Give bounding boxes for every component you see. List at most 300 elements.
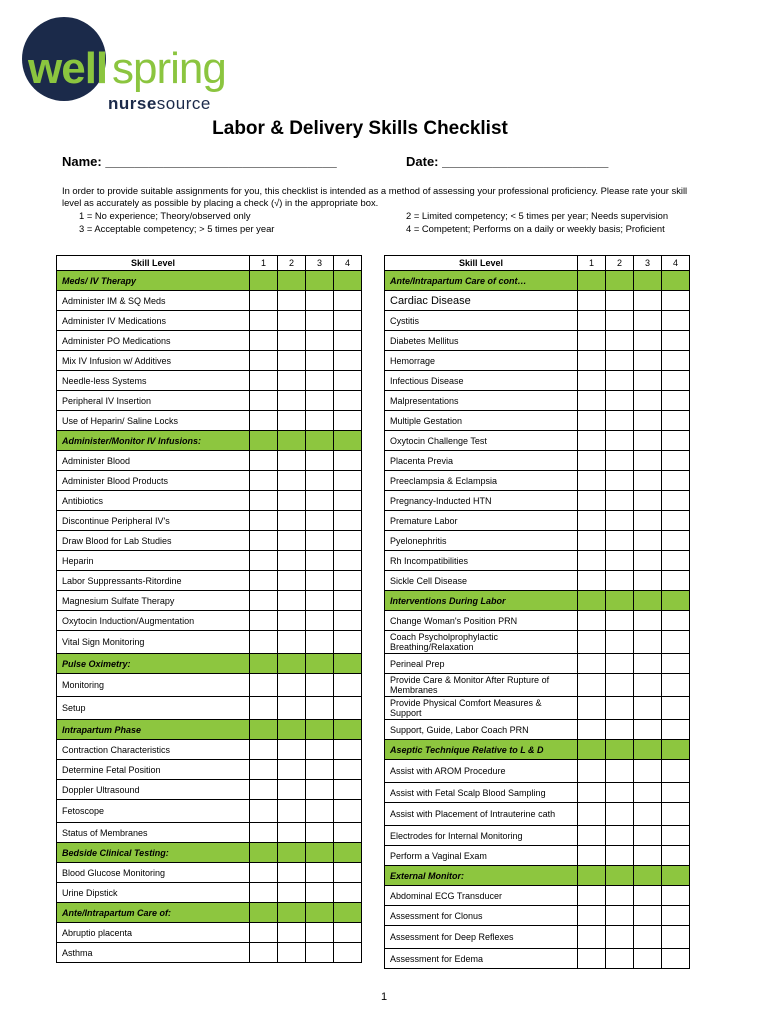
rating-cell-2[interactable] — [278, 391, 306, 411]
rating-cell-4[interactable] — [334, 511, 362, 531]
level-4-header: 4 — [662, 256, 690, 271]
rating-cell-4[interactable] — [334, 371, 362, 391]
rating-cell-1[interactable] — [250, 883, 278, 903]
section-blank-cell — [306, 654, 334, 674]
skill-label: Administer IM & SQ Meds — [57, 291, 250, 311]
rating-cell-1[interactable] — [578, 760, 606, 783]
rating-cell-3[interactable] — [634, 491, 662, 511]
level-1-header: 1 — [578, 256, 606, 271]
rating-cell-4[interactable] — [662, 803, 690, 826]
rating-cell-3[interactable] — [634, 674, 662, 697]
rating-cell-3[interactable] — [634, 803, 662, 826]
rating-cell-1[interactable] — [578, 491, 606, 511]
rating-cell-4[interactable] — [334, 451, 362, 471]
rating-cell-4[interactable] — [334, 531, 362, 551]
skill-row — [57, 800, 362, 823]
skill-row — [57, 311, 362, 331]
skill-row — [385, 674, 690, 697]
rating-cell-1[interactable] — [250, 631, 278, 654]
rating-cell-3[interactable] — [306, 371, 334, 391]
rating-cell-4[interactable] — [662, 826, 690, 846]
rating-cell-1[interactable] — [250, 491, 278, 511]
rating-cell-4[interactable] — [334, 631, 362, 654]
skill-label: Change Woman's Position PRN — [385, 611, 578, 631]
rating-cell-3[interactable] — [306, 391, 334, 411]
skill-row — [385, 826, 690, 846]
rating-cell-4[interactable] — [334, 800, 362, 823]
rating-cell-2[interactable] — [606, 331, 634, 351]
rating-cell-4[interactable] — [662, 611, 690, 631]
rating-cell-2[interactable] — [606, 311, 634, 331]
rating-cell-3[interactable] — [306, 863, 334, 883]
rating-cell-1[interactable] — [578, 411, 606, 431]
rating-cell-2[interactable] — [278, 351, 306, 371]
rating-cell-2[interactable] — [606, 783, 634, 803]
rating-cell-4[interactable] — [662, 531, 690, 551]
wellspring-logo — [22, 17, 262, 113]
rating-cell-1[interactable] — [578, 720, 606, 740]
rating-cell-4[interactable] — [662, 697, 690, 720]
section-blank-cell — [578, 591, 606, 611]
skill-row — [385, 571, 690, 591]
rating-cell-2[interactable] — [606, 846, 634, 866]
rating-cell-1[interactable] — [578, 531, 606, 551]
rating-cell-4[interactable] — [662, 411, 690, 431]
rating-cell-2[interactable] — [278, 697, 306, 720]
rating-cell-1[interactable] — [250, 823, 278, 843]
rating-cell-1[interactable] — [250, 411, 278, 431]
section-blank-cell — [250, 903, 278, 923]
rating-cell-1[interactable] — [250, 697, 278, 720]
rating-cell-2[interactable] — [606, 571, 634, 591]
rating-cell-3[interactable] — [634, 949, 662, 969]
rating-cell-3[interactable] — [306, 571, 334, 591]
rating-cell-4[interactable] — [334, 611, 362, 631]
rating-cell-3[interactable] — [634, 654, 662, 674]
skill-label: Heparin — [57, 551, 250, 571]
skill-label: Assist with AROM Procedure — [385, 760, 578, 783]
rating-cell-2[interactable] — [278, 760, 306, 780]
rating-cell-2[interactable] — [278, 551, 306, 571]
skill-label: Draw Blood for Lab Studies — [57, 531, 250, 551]
skill-row — [385, 783, 690, 803]
rating-cell-1[interactable] — [578, 451, 606, 471]
rating-cell-4[interactable] — [334, 923, 362, 943]
rating-cell-4[interactable] — [662, 760, 690, 783]
rating-cell-1[interactable] — [578, 571, 606, 591]
skill-label: Cystitis — [385, 311, 578, 331]
rating-cell-1[interactable] — [250, 943, 278, 963]
rating-cell-2[interactable] — [606, 826, 634, 846]
rating-cell-4[interactable] — [662, 571, 690, 591]
rating-cell-3[interactable] — [306, 331, 334, 351]
rating-cell-1[interactable] — [578, 697, 606, 720]
rating-cell-1[interactable] — [250, 331, 278, 351]
rating-cell-3[interactable] — [634, 531, 662, 551]
skill-row — [57, 571, 362, 591]
rating-cell-2[interactable] — [606, 697, 634, 720]
rating-cell-3[interactable] — [634, 886, 662, 906]
rating-cell-3[interactable] — [634, 906, 662, 926]
rating-cell-2[interactable] — [278, 511, 306, 531]
rating-cell-1[interactable] — [250, 863, 278, 883]
rating-cell-4[interactable] — [334, 823, 362, 843]
rating-cell-3[interactable] — [634, 571, 662, 591]
rating-cell-3[interactable] — [634, 371, 662, 391]
rating-cell-3[interactable] — [306, 451, 334, 471]
rating-cell-4[interactable] — [334, 674, 362, 697]
rating-cell-1[interactable] — [578, 611, 606, 631]
rating-cell-3[interactable] — [634, 826, 662, 846]
rating-cell-1[interactable] — [578, 886, 606, 906]
rating-cell-1[interactable] — [578, 846, 606, 866]
skill-label: Rh Incompatibilities — [385, 551, 578, 571]
rating-cell-3[interactable] — [306, 291, 334, 311]
rating-cell-4[interactable] — [662, 391, 690, 411]
section-blank-cell — [662, 740, 690, 760]
rating-cell-2[interactable] — [278, 883, 306, 903]
rating-cell-1[interactable] — [578, 471, 606, 491]
rating-cell-4[interactable] — [334, 740, 362, 760]
rating-cell-1[interactable] — [250, 923, 278, 943]
rating-cell-1[interactable] — [578, 674, 606, 697]
section-blank-cell — [662, 866, 690, 886]
rating-cell-1[interactable] — [250, 311, 278, 331]
skill-label: Magnesium Sulfate Therapy — [57, 591, 250, 611]
rating-cell-1[interactable] — [578, 826, 606, 846]
rating-cell-3[interactable] — [306, 697, 334, 720]
rating-cell-3[interactable] — [306, 943, 334, 963]
rating-cell-3[interactable] — [634, 351, 662, 371]
rating-cell-3[interactable] — [634, 783, 662, 803]
section-header-row — [385, 866, 690, 886]
rating-cell-1[interactable] — [578, 926, 606, 949]
rating-cell-4[interactable] — [662, 311, 690, 331]
rating-cell-3[interactable] — [306, 800, 334, 823]
logo-nursesource-text — [108, 95, 211, 112]
skills-table-left — [56, 255, 362, 963]
rating-cell-3[interactable] — [634, 760, 662, 783]
rating-cell-1[interactable] — [250, 351, 278, 371]
rating-cell-2[interactable] — [278, 631, 306, 654]
rating-cell-3[interactable] — [634, 291, 662, 311]
rating-cell-4[interactable] — [334, 943, 362, 963]
rating-cell-4[interactable] — [334, 863, 362, 883]
rating-cell-1[interactable] — [250, 591, 278, 611]
rating-cell-1[interactable] — [578, 783, 606, 803]
rating-cell-1[interactable] — [250, 611, 278, 631]
rating-cell-1[interactable] — [578, 371, 606, 391]
rating-cell-3[interactable] — [634, 611, 662, 631]
skill-level-header: Skill Level — [385, 256, 578, 271]
rating-cell-4[interactable] — [334, 697, 362, 720]
rating-cell-1[interactable] — [578, 331, 606, 351]
skill-label: Monitoring — [57, 674, 250, 697]
rating-cell-4[interactable] — [334, 491, 362, 511]
rating-cell-2[interactable] — [278, 674, 306, 697]
skill-label: Needle-less Systems — [57, 371, 250, 391]
rating-cell-2[interactable] — [278, 591, 306, 611]
rating-cell-4[interactable] — [662, 886, 690, 906]
rating-cell-4[interactable] — [662, 451, 690, 471]
rating-cell-2[interactable] — [606, 674, 634, 697]
rating-cell-4[interactable] — [334, 591, 362, 611]
rating-cell-4[interactable] — [662, 949, 690, 969]
rating-cell-4[interactable] — [334, 760, 362, 780]
rating-cell-3[interactable] — [634, 720, 662, 740]
rating-cell-4[interactable] — [662, 291, 690, 311]
rating-cell-2[interactable] — [606, 654, 634, 674]
rating-cell-3[interactable] — [306, 411, 334, 431]
rating-cell-2[interactable] — [278, 740, 306, 760]
rating-cell-2[interactable] — [606, 451, 634, 471]
rating-cell-2[interactable] — [606, 351, 634, 371]
skill-row — [57, 674, 362, 697]
section-blank-cell — [634, 271, 662, 291]
date-field[interactable]: Date: _______________________ — [406, 154, 609, 169]
rating-cell-4[interactable] — [334, 883, 362, 903]
rating-cell-1[interactable] — [578, 311, 606, 331]
skill-row — [385, 803, 690, 826]
rating-cell-3[interactable] — [634, 331, 662, 351]
skill-label: Provide Care & Monitor After Rupture of Membranes — [385, 674, 578, 697]
rating-cell-1[interactable] — [250, 551, 278, 571]
rating-cell-4[interactable] — [334, 331, 362, 351]
rating-cell-1[interactable] — [250, 511, 278, 531]
rating-cell-3[interactable] — [306, 471, 334, 491]
rating-cell-4[interactable] — [334, 780, 362, 800]
skill-label: Administer IV Medications — [57, 311, 250, 331]
rating-cell-3[interactable] — [306, 923, 334, 943]
rating-cell-2[interactable] — [278, 331, 306, 351]
rating-cell-2[interactable] — [606, 391, 634, 411]
rating-cell-4[interactable] — [662, 654, 690, 674]
rating-cell-4[interactable] — [334, 411, 362, 431]
rating-cell-4[interactable] — [334, 351, 362, 371]
rating-cell-3[interactable] — [634, 451, 662, 471]
rating-cell-4[interactable] — [334, 551, 362, 571]
rating-cell-4[interactable] — [662, 926, 690, 949]
section-title: Meds/ IV Therapy — [57, 271, 250, 291]
rating-cell-3[interactable] — [306, 674, 334, 697]
rating-cell-1[interactable] — [578, 511, 606, 531]
rating-cell-1[interactable] — [250, 571, 278, 591]
skill-row — [385, 906, 690, 926]
rating-cell-2[interactable] — [606, 760, 634, 783]
rating-cell-4[interactable] — [662, 783, 690, 803]
rating-cell-1[interactable] — [578, 431, 606, 451]
rating-cell-2[interactable] — [278, 823, 306, 843]
rating-cell-2[interactable] — [606, 949, 634, 969]
rating-cell-3[interactable] — [634, 471, 662, 491]
rating-cell-4[interactable] — [662, 431, 690, 451]
scale-level-2: 2 = Limited competency; < 5 times per year; Needs supervision — [406, 210, 669, 221]
rating-cell-4[interactable] — [334, 291, 362, 311]
rating-cell-2[interactable] — [278, 311, 306, 331]
rating-cell-2[interactable] — [278, 531, 306, 551]
rating-cell-3[interactable] — [634, 431, 662, 451]
rating-cell-2[interactable] — [278, 491, 306, 511]
rating-cell-3[interactable] — [634, 511, 662, 531]
section-title: External Monitor: — [385, 866, 578, 886]
rating-cell-2[interactable] — [606, 371, 634, 391]
rating-cell-2[interactable] — [606, 886, 634, 906]
rating-cell-3[interactable] — [634, 551, 662, 571]
rating-cell-4[interactable] — [662, 720, 690, 740]
rating-cell-2[interactable] — [606, 926, 634, 949]
rating-cell-4[interactable] — [334, 311, 362, 331]
rating-cell-1[interactable] — [578, 906, 606, 926]
rating-cell-4[interactable] — [662, 906, 690, 926]
rating-cell-4[interactable] — [662, 551, 690, 571]
rating-cell-4[interactable] — [662, 511, 690, 531]
rating-cell-3[interactable] — [634, 846, 662, 866]
rating-cell-2[interactable] — [278, 471, 306, 491]
rating-cell-3[interactable] — [306, 491, 334, 511]
rating-cell-2[interactable] — [278, 291, 306, 311]
rating-cell-1[interactable] — [250, 740, 278, 760]
rating-cell-4[interactable] — [662, 471, 690, 491]
rating-cell-1[interactable] — [578, 803, 606, 826]
rating-cell-3[interactable] — [306, 611, 334, 631]
rating-cell-2[interactable] — [606, 471, 634, 491]
rating-cell-3[interactable] — [306, 551, 334, 571]
rating-cell-3[interactable] — [634, 631, 662, 654]
rating-cell-1[interactable] — [250, 371, 278, 391]
rating-cell-2[interactable] — [606, 803, 634, 826]
rating-cell-2[interactable] — [278, 571, 306, 591]
skill-label: Urine Dipstick — [57, 883, 250, 903]
rating-cell-2[interactable] — [278, 451, 306, 471]
skill-row — [57, 883, 362, 903]
level-3-header: 3 — [634, 256, 662, 271]
rating-cell-4[interactable] — [662, 351, 690, 371]
rating-cell-3[interactable] — [306, 351, 334, 371]
rating-cell-1[interactable] — [578, 551, 606, 571]
rating-cell-1[interactable] — [250, 471, 278, 491]
skill-label: Assessment for Clonus — [385, 906, 578, 926]
rating-cell-4[interactable] — [662, 331, 690, 351]
rating-cell-3[interactable] — [306, 760, 334, 780]
rating-cell-3[interactable] — [306, 591, 334, 611]
intro-paragraph: In order to provide suitable assignments for you, this checklist is intended as a method of assessing your professional proficiency. Please rate your skill level as accurately as possible by placing a check (√) in the appropriate box. — [62, 185, 688, 208]
table-header-row — [57, 256, 362, 271]
rating-cell-3[interactable] — [306, 823, 334, 843]
skill-row — [57, 611, 362, 631]
section-title: Ante/Intrapartum Care of cont… — [385, 271, 578, 291]
rating-cell-2[interactable] — [606, 431, 634, 451]
logo-source-text: source — [156, 94, 211, 113]
rating-cell-2[interactable] — [606, 611, 634, 631]
rating-cell-2[interactable] — [278, 863, 306, 883]
rating-cell-2[interactable] — [606, 631, 634, 654]
rating-cell-2[interactable] — [278, 780, 306, 800]
skill-row — [385, 531, 690, 551]
rating-cell-2[interactable] — [278, 411, 306, 431]
rating-cell-2[interactable] — [606, 551, 634, 571]
rating-cell-1[interactable] — [578, 351, 606, 371]
rating-cell-2[interactable] — [606, 511, 634, 531]
rating-cell-4[interactable] — [662, 674, 690, 697]
rating-cell-4[interactable] — [662, 631, 690, 654]
rating-cell-2[interactable] — [606, 720, 634, 740]
rating-cell-1[interactable] — [250, 531, 278, 551]
section-blank-cell — [278, 271, 306, 291]
skill-row — [57, 591, 362, 611]
rating-cell-1[interactable] — [250, 780, 278, 800]
rating-cell-3[interactable] — [306, 883, 334, 903]
rating-cell-3[interactable] — [634, 926, 662, 949]
skill-row — [385, 846, 690, 866]
rating-cell-4[interactable] — [334, 391, 362, 411]
skill-label: Setup — [57, 697, 250, 720]
section-blank-cell — [278, 843, 306, 863]
section-header-row — [57, 271, 362, 291]
rating-cell-2[interactable] — [606, 531, 634, 551]
rating-cell-3[interactable] — [634, 697, 662, 720]
rating-cell-2[interactable] — [278, 371, 306, 391]
rating-cell-2[interactable] — [606, 491, 634, 511]
rating-cell-3[interactable] — [306, 531, 334, 551]
skill-label: Assessment for Edema — [385, 949, 578, 969]
rating-cell-1[interactable] — [578, 631, 606, 654]
rating-cell-2[interactable] — [606, 411, 634, 431]
skill-label: Asthma — [57, 943, 250, 963]
rating-cell-4[interactable] — [334, 571, 362, 591]
rating-cell-3[interactable] — [634, 391, 662, 411]
rating-cell-2[interactable] — [606, 291, 634, 311]
rating-cell-4[interactable] — [662, 371, 690, 391]
rating-cell-1[interactable] — [250, 760, 278, 780]
rating-cell-3[interactable] — [306, 740, 334, 760]
rating-cell-3[interactable] — [306, 631, 334, 654]
rating-cell-4[interactable] — [662, 491, 690, 511]
section-title: Bedside Clinical Testing: — [57, 843, 250, 863]
rating-cell-1[interactable] — [250, 800, 278, 823]
section-blank-cell — [306, 720, 334, 740]
rating-cell-1[interactable] — [250, 674, 278, 697]
rating-cell-2[interactable] — [278, 943, 306, 963]
rating-cell-3[interactable] — [634, 411, 662, 431]
rating-cell-2[interactable] — [278, 800, 306, 823]
rating-cell-1[interactable] — [250, 291, 278, 311]
rating-cell-2[interactable] — [278, 611, 306, 631]
rating-cell-1[interactable] — [578, 949, 606, 969]
page-title: Labor & Delivery Skills Checklist — [212, 118, 508, 139]
rating-cell-3[interactable] — [306, 780, 334, 800]
rating-cell-1[interactable] — [250, 391, 278, 411]
skill-row — [57, 823, 362, 843]
rating-cell-3[interactable] — [306, 311, 334, 331]
rating-cell-3[interactable] — [306, 511, 334, 531]
skill-label: Oxytocin Induction/Augmentation — [57, 611, 250, 631]
rating-cell-4[interactable] — [662, 846, 690, 866]
rating-cell-1[interactable] — [578, 291, 606, 311]
skill-row — [385, 760, 690, 783]
rating-cell-1[interactable] — [250, 451, 278, 471]
rating-cell-2[interactable] — [606, 906, 634, 926]
section-blank-cell — [606, 271, 634, 291]
rating-cell-4[interactable] — [334, 471, 362, 491]
rating-cell-1[interactable] — [578, 391, 606, 411]
name-field[interactable]: Name: ________________________________ — [62, 154, 337, 169]
rating-cell-2[interactable] — [278, 923, 306, 943]
skill-label: Multiple Gestation — [385, 411, 578, 431]
skill-label: Hemorrage — [385, 351, 578, 371]
rating-cell-3[interactable] — [634, 311, 662, 331]
rating-cell-1[interactable] — [578, 654, 606, 674]
section-title: Pulse Oximetry: — [57, 654, 250, 674]
